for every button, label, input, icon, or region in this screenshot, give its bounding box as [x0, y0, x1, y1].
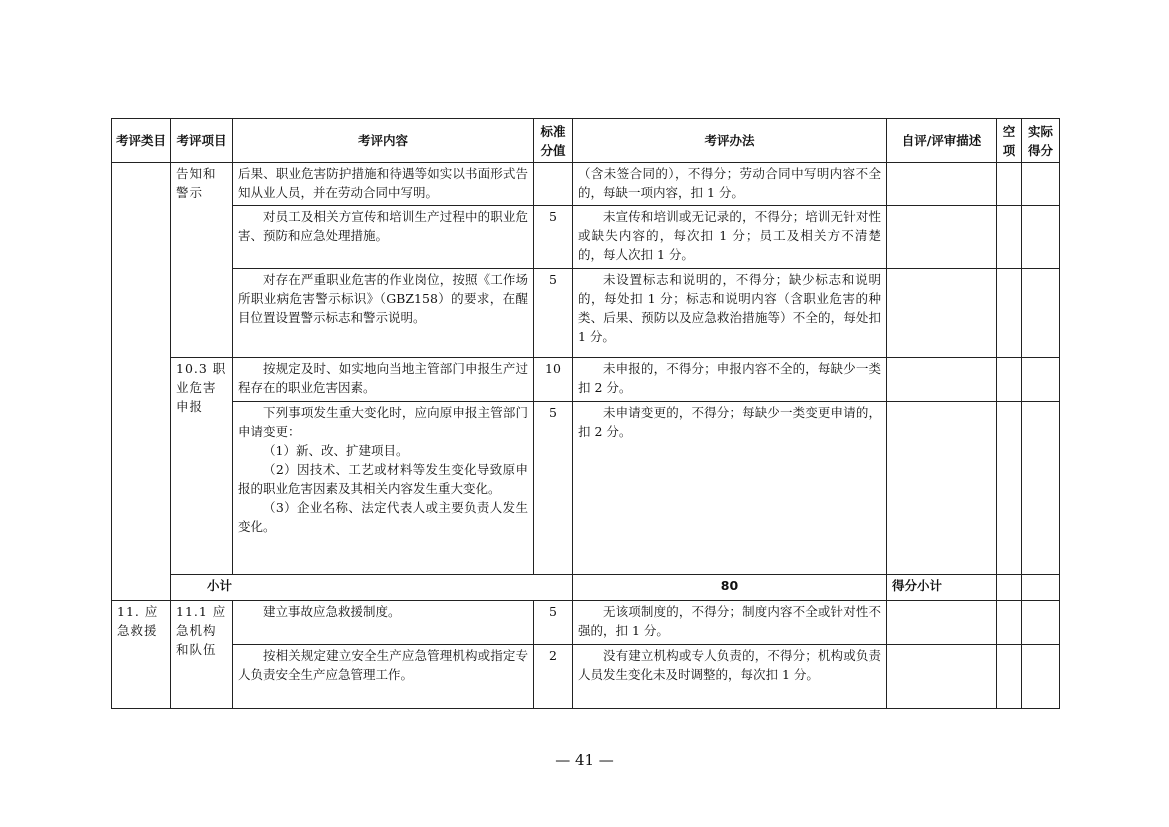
subtotal-score: 80 — [573, 575, 887, 601]
method-cell: 未申报的，不得分；申报内容不全的，每缺少一类扣 2 分。 — [573, 358, 887, 402]
header-content: 考评内容 — [233, 119, 534, 163]
content-line: （2）因技术、工艺或材料等发生变化导致原申报的职业危害因素及其相关内容发生重大变化。 — [238, 462, 528, 496]
subtotal-method: 得分小计 — [887, 575, 997, 601]
method-cell: （含未签合同的），不得分；劳动合同中写明内容不全的，每缺一项内容，扣 1 分。 — [573, 163, 887, 206]
blank-cell[interactable] — [997, 206, 1022, 269]
actual-score-cell[interactable] — [1022, 269, 1060, 358]
category-11-cell: 11. 应急救援 — [112, 601, 171, 709]
actual-score-cell[interactable] — [1022, 206, 1060, 269]
blank-cell[interactable] — [997, 601, 1022, 645]
content-cell: 后果、职业危害防护措施和待遇等如实以书面形式告知从业人员，并在劳动合同中写明。 — [233, 163, 534, 206]
blank-cell[interactable] — [997, 163, 1022, 206]
category-cell — [112, 163, 171, 601]
actual-score-cell[interactable] — [1022, 645, 1060, 709]
evaluation-table — [111, 118, 1060, 709]
subtotal-row — [112, 575, 1060, 601]
score-cell: 2 — [534, 645, 573, 709]
table-row — [112, 206, 1060, 269]
actual-score-cell[interactable] — [1022, 163, 1060, 206]
header-self-eval: 自评/评审描述 — [887, 119, 997, 163]
self-eval-cell[interactable] — [887, 402, 997, 575]
self-eval-cell[interactable] — [887, 206, 997, 269]
method-cell: 没有建立机构或专人负责的，不得分；机构或负责人员发生变化未及时调整的，每次扣 1 分。 — [573, 645, 887, 709]
score-cell: 5 — [534, 402, 573, 575]
header-score: 标准分值 — [534, 119, 573, 163]
blank-cell[interactable] — [1022, 575, 1060, 601]
header-row — [112, 119, 1060, 163]
item-11-1-cell: 11.1 应急机构和队伍 — [171, 601, 233, 709]
actual-score-cell[interactable] — [1022, 358, 1060, 402]
method-cell: 无该项制度的，不得分；制度内容不全或针对性不强的，扣 1 分。 — [573, 601, 887, 645]
blank-cell[interactable] — [997, 269, 1022, 358]
content-line: （3）企业名称、法定代表人或主要负责人发生变化。 — [238, 500, 528, 534]
score-cell: 5 — [534, 269, 573, 358]
page-number: — 41 — — [555, 751, 614, 769]
score-cell — [534, 163, 573, 206]
self-eval-cell[interactable] — [887, 269, 997, 358]
score-cell: 5 — [534, 601, 573, 645]
item-notify-cell: 告知和警示 — [171, 163, 233, 358]
blank-cell[interactable] — [997, 358, 1022, 402]
content-cell: 对员工及相关方宣传和培训生产过程中的职业危害、预防和应急处理措施。 — [233, 206, 534, 269]
self-eval-cell[interactable] — [997, 575, 1022, 601]
content-cell: 按相关规定建立安全生产应急管理机构或指定专人负责安全生产应急管理工作。 — [233, 645, 534, 709]
score-cell: 5 — [534, 206, 573, 269]
actual-score-cell[interactable] — [1022, 402, 1060, 575]
content-cell: 对存在严重职业危害的作业岗位，按照《工作场所职业病危害警示标识》（GBZ158）的要求，在醒目位置设置警示标志和警示说明。 — [233, 269, 534, 358]
content-cell: 按规定及时、如实地向当地主管部门申报生产过程存在的职业危害因素。 — [233, 358, 534, 402]
method-cell: 未申请变更的，不得分；每缺少一类变更申请的，扣 2 分。 — [573, 402, 887, 575]
content-cell: 建立事故应急救援制度。 — [233, 601, 534, 645]
actual-score-cell[interactable] — [1022, 601, 1060, 645]
blank-cell[interactable] — [997, 402, 1022, 575]
content-cell — [233, 402, 534, 575]
self-eval-cell[interactable] — [887, 163, 997, 206]
header-blank: 空项 — [997, 119, 1022, 163]
method-cell: 未宣传和培训或无记录的，不得分；培训无针对性或缺失内容的，每次扣 1 分；员工及相关方不清楚的，每人次扣 1 分。 — [573, 206, 887, 269]
table-row — [112, 269, 1060, 358]
self-eval-cell[interactable] — [887, 645, 997, 709]
blank-cell[interactable] — [997, 645, 1022, 709]
header-method: 考评办法 — [573, 119, 887, 163]
self-eval-cell[interactable] — [887, 358, 997, 402]
self-eval-cell[interactable] — [887, 601, 997, 645]
table-row — [112, 358, 1060, 402]
content-line: 下列事项发生重大变化时，应向原申报主管部门申请变更： — [238, 405, 528, 439]
header-actual: 实际得分 — [1022, 119, 1060, 163]
table-row — [112, 402, 1060, 575]
subtotal-label: 小计 — [171, 575, 573, 601]
content-line: （1）新、改、扩建项目。 — [263, 443, 409, 458]
table-row — [112, 645, 1060, 709]
table-row — [112, 163, 1060, 206]
method-cell: 未设置标志和说明的，不得分；缺少标志和说明的，每处扣 1 分；标志和说明内容（含职业危害的种类、后果、预防以及应急救治措施等）不全的，每处扣 1 分。 — [573, 269, 887, 358]
header-category: 考评类目 — [112, 119, 171, 163]
item-declare-cell: 10.3 职业危害申报 — [171, 358, 233, 575]
table-row — [112, 601, 1060, 645]
header-item: 考评项目 — [171, 119, 233, 163]
score-cell: 10 — [534, 358, 573, 402]
